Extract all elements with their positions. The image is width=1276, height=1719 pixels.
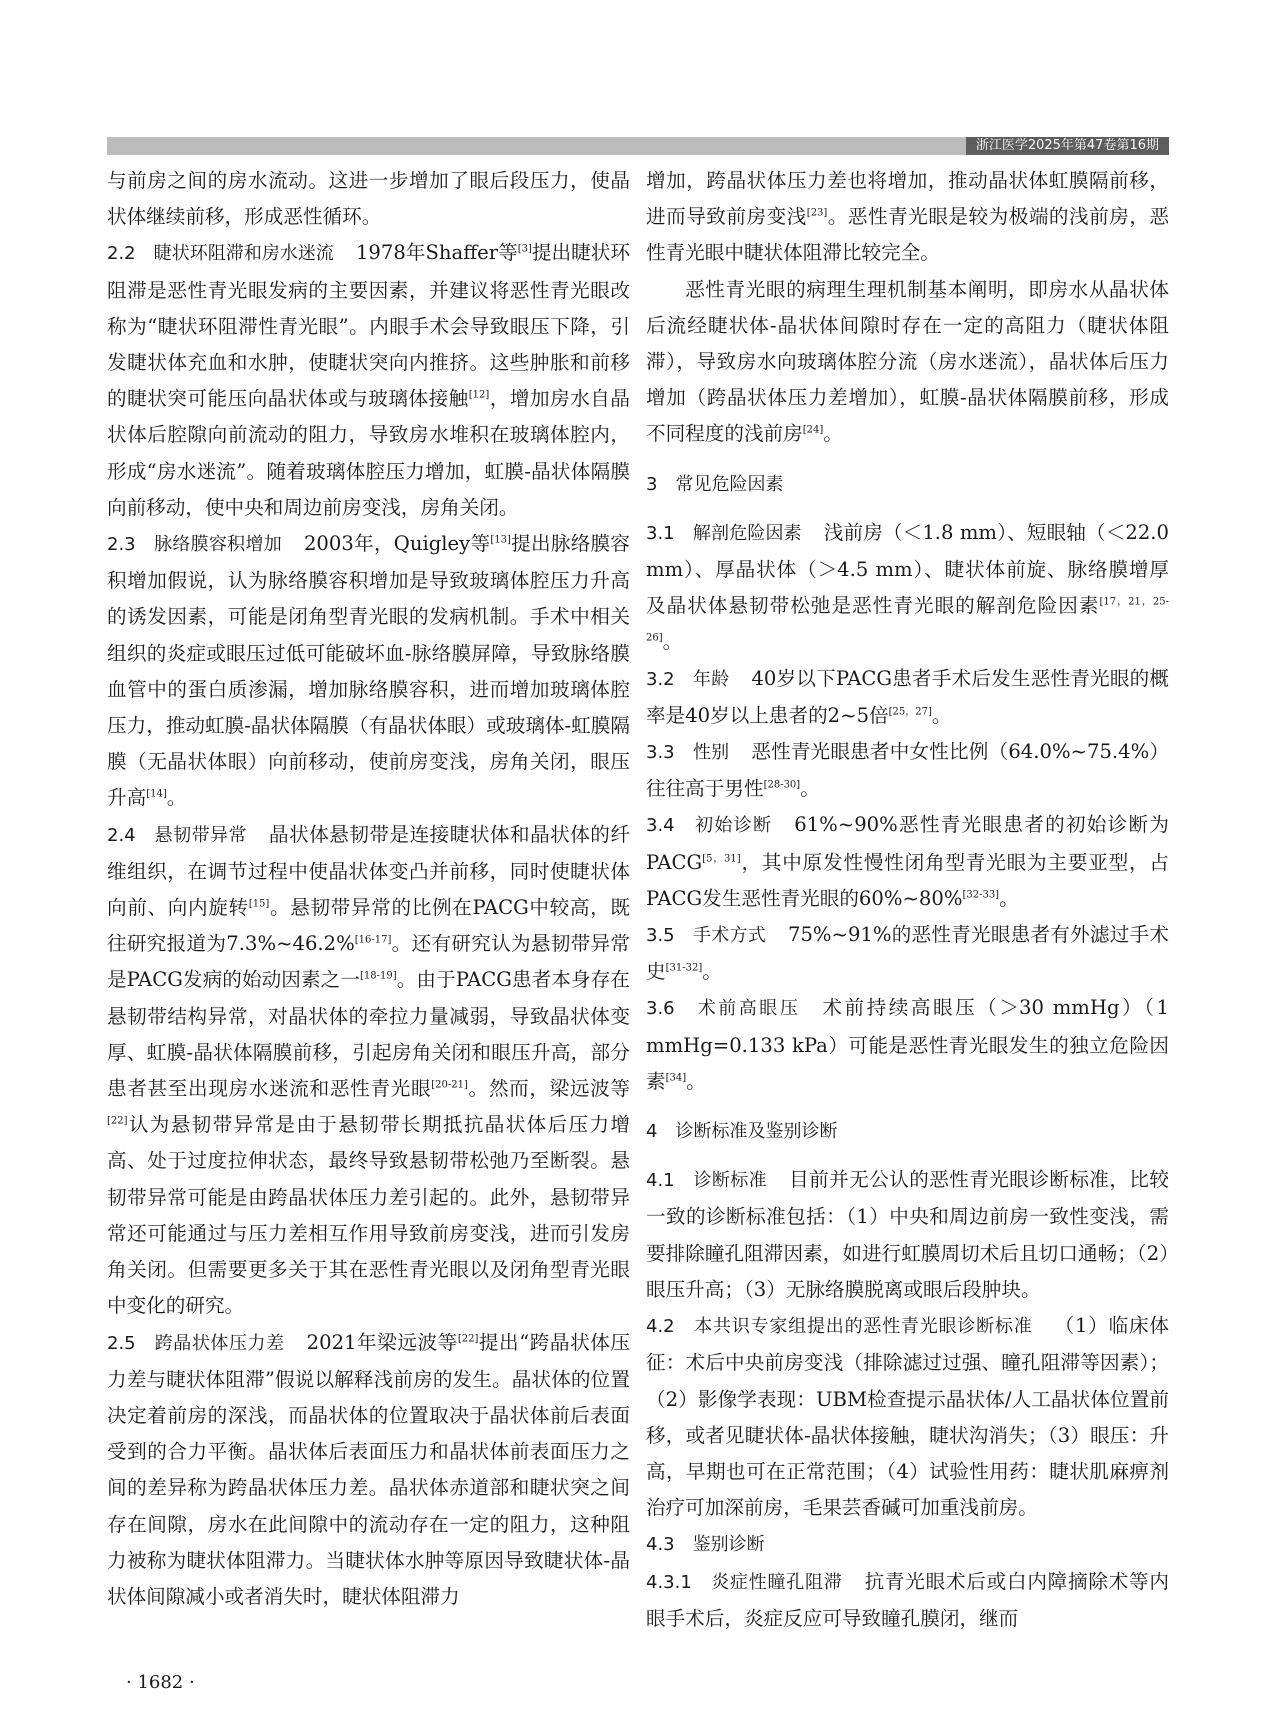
subsection-heading: 3.5 手术方式: [646, 925, 766, 947]
paragraph-text: 术前持续高眼压（＞30 mmHg）（1 mmHg=0.133 kPa）可能是恶性青光眼发生的独立危险因素[34]。: [646, 996, 1169, 1093]
paragraph: [107, 1325, 630, 1616]
paragraph: [107, 235, 630, 526]
section-title: 4 诊断标准及鉴别诊断: [646, 1121, 838, 1143]
subsection-heading: 2.5 跨晶状体压力差: [107, 1332, 285, 1354]
paragraph-text: 与前房之间的房水流动。这进一步增加了眼后段压力，使晶状体继续前移，形成恶性循环。: [107, 169, 630, 229]
paragraph: [646, 1526, 1169, 1563]
paragraph-text: 61%~90%恶性青光眼患者的初始诊断为PACG[5，31]，其中原发性慢性闭角型青光眼为主要亚型，占PACG发生恶性青光眼的60%~80%[32-33]。: [646, 813, 1169, 910]
left-column: [107, 163, 630, 1633]
subsection-heading: 2.4 悬韧带异常: [107, 824, 248, 846]
subsection-heading: 3.2 年龄: [646, 668, 730, 690]
subsection-heading: 4.1 诊断标准: [646, 1170, 768, 1192]
paragraph: [107, 163, 630, 235]
subsection-heading: 3.1 解剖危险因素: [646, 522, 802, 544]
subsection-heading: 4.3 鉴别诊断: [646, 1534, 765, 1556]
subsection-heading: 3.6 术前高眼压: [646, 998, 801, 1020]
paragraph-text: 2021年梁远波等[22]提出“跨晶状体压力差与睫状体阻滞”假说以解释浅前房的发生。晶状体的位置决定着前房的深浅，而晶状体的位置取决于晶状体前后表面受到的合力平衡。晶状体后表面压力和晶状体前表面压力之间的差异称为跨晶状体压力差。晶状体赤道部和睫状突之间存在间隙，房水在此间隙中的流动存在一定的阻力，这种阻力被称为睫状体阻滞力。当睫状体水肿等原因导致睫状体-晶状体间隙减小或者消失时，睫状体阻滞力: [107, 1330, 630, 1608]
paragraph-text: 增加，跨晶状体压力差也将增加，推动晶状体虹膜隔前移，进而导致前房变浅[23]。恶性青光眼是较为极端的浅前房，恶性青光眼中睫状体阻滞比较完全。: [646, 169, 1169, 265]
journal-label: 浙江医学2025年第47卷第16期: [966, 137, 1169, 155]
paragraph-text: 1978年Shaffer等[3]提出睫状环阻滞是恶性青光眼发病的主要因素，并建议将恶性青光眼改称为“睫状环阻滞性青光眼”。内眼手术会导致眼压下降，引发睫状体充血和水肿，使睫状突向内推挤。这些肿胀和前移的睫状突可能压向晶状体或与玻璃体接触[12]，增加房水自晶状体后腔隙向前流动的阻力，导致房水堆积在玻璃体腔内，形成“房水迷流”。随着玻璃体腔压力增加，虹膜-晶状体隔膜向前移动，使中央和周边前房变浅，房角关闭。: [107, 241, 630, 519]
paragraph: [646, 272, 1169, 453]
paragraph: [646, 734, 1169, 807]
subsection-heading: 4.2 本共识专家组提出的恶性青光眼诊断标准: [646, 1316, 1033, 1338]
paragraph-text: 恶性青光眼的病理生理机制基本阐明，即房水从晶状体后流经睫状体-晶状体间隙时存在一定的高阻力（睫状体阻滞），导致房水向玻璃体腔分流（房水迷流），晶状体后压力增加（跨晶状体压力差增加），虹膜-晶状体隔膜前移，形成不同程度的浅前房[24]。: [646, 277, 1169, 446]
paragraph: [646, 1564, 1169, 1633]
paragraph: [646, 807, 1169, 917]
paragraph-text: 浅前房（＜1.8 mm）、短眼轴（＜22.0 mm）、厚晶状体（＞4.5 mm）、睫状体前旋、脉络膜增厚及晶状体悬韧带松弛是恶性青光眼的解剖危险因素[17，21，25-26]。: [646, 520, 1169, 654]
paragraph: [107, 526, 630, 817]
paragraph: [646, 661, 1169, 734]
paragraph: [646, 1308, 1169, 1526]
paragraph: [107, 817, 630, 1325]
subsection-heading: 2.3 脉络膜容积增加: [107, 534, 282, 556]
paragraph-text: 恶性青光眼患者中女性比例（64.0%~75.4%）往往高于男性[28-30]。: [646, 740, 1169, 801]
header-bar: [107, 137, 1169, 155]
paragraph-text: 75%~91%的恶性青光眼患者有外滤过手术史[31-32]。: [646, 923, 1169, 984]
subsection-heading: 3.3 性别: [646, 742, 730, 764]
paragraph-text: 2003年，Quigley等[13]提出脉络膜容积增加假说，认为脉络膜容积增加是导致玻璃体腔压力升高的诱发因素，可能是闭角型青光眼的发病机制。手术中相关组织的炎症或眼压过低可能破坏血-脉络膜屏障，导致脉络膜血管中的蛋白质渗漏，增加脉络膜容积，进而增加玻璃体腔压力，推动虹膜-晶状体隔膜（有晶状体眼）或玻璃体-虹膜隔膜（无晶状体眼）向前移动，使前房变浅，房角关闭，眼压升高[14]。: [107, 532, 630, 810]
section-title: 3 常见危险因素: [646, 473, 784, 495]
subsection-heading: 2.2 睫状环阻滞和房水迷流: [107, 243, 334, 265]
paragraph-text: 目前并无公认的恶性青光眼诊断标准，比较一致的诊断标准包括：（1）中央和周边前房一致性变浅，需要排除瞳孔阻滞因素，如进行虹膜周切术后且切口通畅；（2）眼压升高；（3）无脉络膜脱离或眼后段肿块。: [646, 1168, 1169, 1301]
right-column: [646, 163, 1169, 1633]
paragraph: [646, 917, 1169, 990]
paragraph-text: 抗青光眼术后或白内障摘除术等内眼手术后，炎症反应可导致瞳孔膜闭，继而: [646, 1569, 1169, 1630]
paragraph: [646, 515, 1169, 661]
paragraph: [646, 163, 1169, 272]
paragraph: [646, 1162, 1169, 1308]
subsection-heading: 4.3.1 炎症性瞳孔阻滞: [646, 1571, 843, 1593]
paragraph-text: 晶状体悬韧带是连接睫状体和晶状体的纤维组织，在调节过程中使晶状体变凸并前移，同时使睫状体向前、向内旋转[15]。悬韧带异常的比例在PACG中较高，既往研究报道为7.3%~46.2%[16-17]。还有研究认为悬韧带异常是PACG发病的始动因素之一[18-19]。由于PACG患者本身存在悬韧带结构异常，对晶状体的牵拉力量减弱，导致晶状体变厚、虹膜-晶状体隔膜前移，引起房角关闭和眼压升高，部分患者甚至出现房水迷流和恶性青光眼[20-21]。然而，梁远波等[22]认为悬韧带异常是由于悬韧带长期抵抗晶状体后压力增高、处于过度拉伸状态，最终导致悬韧带松弛乃至断裂。悬韧带异常可能是由跨晶状体压力差引起的。此外，悬韧带异常还可能通过与压力差相互作用导致前房变浅，进而引发房角关闭。但需要更多关于其在恶性青光眼以及闭角型青光眼中变化的研究。: [107, 822, 630, 1318]
paragraph: [646, 990, 1169, 1100]
paragraph-text: （1）临床体征：术后中央前房变浅（排除滤过过强、瞳孔阻滞等因素）；（2）影像学表现：UBM检查提示晶状体/人工晶状体位置前移，或者见睫状体-晶状体接触，睫状沟消失；（3）眼压：升高，早期也可在正常范围；（4）试验性用药：睫状肌麻痹剂治疗可加深前房，毛果芸香碱可加重浅前房。: [646, 1314, 1169, 1520]
subsection-heading: 3.4 初始诊断: [646, 815, 773, 837]
page-number: · 1682 ·: [126, 1672, 195, 1693]
paragraph-text: 40岁以下PACG患者手术后发生恶性青光眼的概率是40岁以上患者的2~5倍[25，27]。: [646, 666, 1169, 727]
